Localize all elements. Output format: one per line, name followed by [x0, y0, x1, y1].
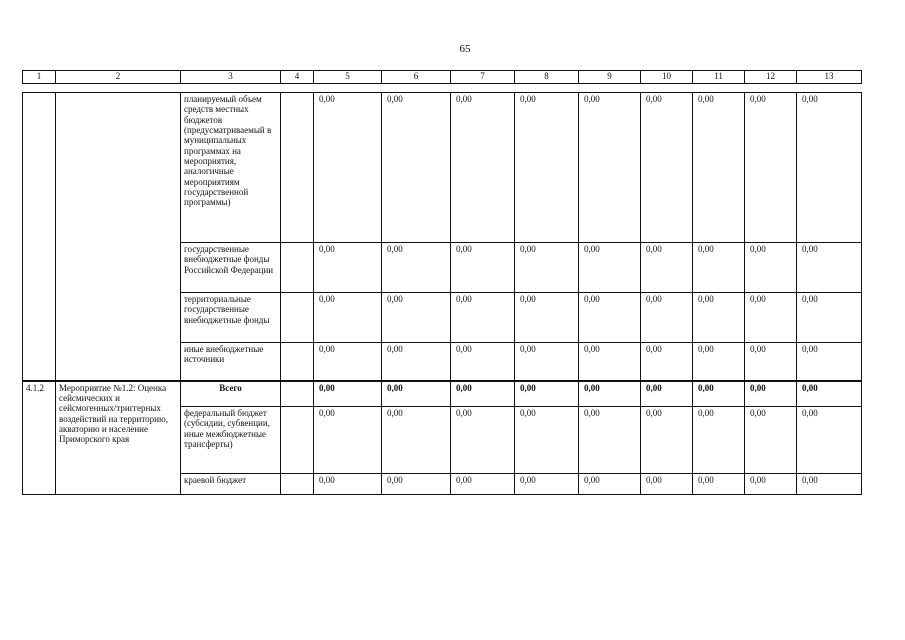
column-4-cell: [281, 407, 314, 474]
value-cell: 0,00: [382, 407, 451, 474]
value-cell: 0,00: [382, 293, 451, 343]
column-4-cell: [281, 343, 314, 381]
value-cell: 0,00: [693, 93, 745, 243]
value-cell: 0,00: [641, 474, 693, 495]
funding-source-cell: государственные внебюджетные фонды Российской Федерации: [181, 243, 281, 293]
value-cell: 0,00: [745, 381, 797, 407]
value-cell: 0,00: [797, 93, 862, 243]
value-cell: 0,00: [745, 293, 797, 343]
value-cell: 0,00: [641, 381, 693, 407]
column-header-5: 5: [314, 71, 382, 84]
value-cell: 0,00: [745, 407, 797, 474]
value-cell: 0,00: [693, 243, 745, 293]
column-4-cell: [281, 243, 314, 293]
value-cell: 0,00: [451, 407, 515, 474]
budget-table: [22, 92, 862, 495]
value-cell: 0,00: [314, 243, 382, 293]
value-cell: 0,00: [451, 343, 515, 381]
value-cell: 0,00: [579, 293, 641, 343]
row-name-cell: Мероприятие №1.2: Оценка сейсмических и сейсмогенных/триггерных воздействий на территорию, акваторию и население Приморского края: [56, 381, 181, 495]
value-cell: 0,00: [515, 243, 579, 293]
value-cell: 0,00: [451, 474, 515, 495]
column-header-7: 7: [451, 71, 515, 84]
row-code-cell: 4.1.2: [23, 381, 56, 495]
funding-source-cell: иные внебюджетные источники: [181, 343, 281, 381]
value-cell: 0,00: [693, 381, 745, 407]
table-row: [23, 93, 862, 243]
column-header-13: 13: [797, 71, 862, 84]
page-number: 65: [459, 43, 471, 55]
header-row: [23, 71, 862, 84]
value-cell: 0,00: [515, 93, 579, 243]
value-cell: 0,00: [693, 474, 745, 495]
value-cell: 0,00: [579, 93, 641, 243]
column-header-11: 11: [693, 71, 745, 84]
value-cell: 0,00: [579, 407, 641, 474]
value-cell: 0,00: [693, 343, 745, 381]
column-header-12: 12: [745, 71, 797, 84]
value-cell: 0,00: [579, 343, 641, 381]
column-4-cell: [281, 474, 314, 495]
value-cell: 0,00: [515, 381, 579, 407]
column-4-cell: [281, 381, 314, 407]
value-cell: 0,00: [314, 381, 382, 407]
funding-source-cell: территориальные государственные внебюджетные фонды: [181, 293, 281, 343]
value-cell: 0,00: [515, 407, 579, 474]
value-cell: 0,00: [641, 293, 693, 343]
value-cell: 0,00: [314, 474, 382, 495]
funding-source-cell: федеральный бюджет (субсидии, субвенции, иные межбюджетные трансферты): [181, 407, 281, 474]
value-cell: 0,00: [314, 343, 382, 381]
column-header-8: 8: [515, 71, 579, 84]
value-cell: 0,00: [641, 407, 693, 474]
value-cell: 0,00: [641, 243, 693, 293]
value-cell: 0,00: [451, 293, 515, 343]
value-cell: 0,00: [451, 93, 515, 243]
column-header-2: 2: [56, 71, 181, 84]
value-cell: 0,00: [579, 474, 641, 495]
table-row: [23, 381, 862, 407]
value-cell: 0,00: [693, 407, 745, 474]
value-cell: 0,00: [693, 293, 745, 343]
value-cell: 0,00: [451, 243, 515, 293]
funding-source-cell: краевой бюджет: [181, 474, 281, 495]
row-name-cell: [56, 93, 181, 381]
row-code-cell: [23, 93, 56, 381]
value-cell: 0,00: [797, 293, 862, 343]
column-number-header: [22, 70, 862, 84]
value-cell: 0,00: [745, 243, 797, 293]
value-cell: 0,00: [314, 407, 382, 474]
value-cell: 0,00: [797, 243, 862, 293]
value-cell: 0,00: [515, 343, 579, 381]
column-header-9: 9: [579, 71, 641, 84]
value-cell: 0,00: [745, 343, 797, 381]
value-cell: 0,00: [382, 381, 451, 407]
column-4-cell: [281, 293, 314, 343]
column-header-10: 10: [641, 71, 693, 84]
value-cell: 0,00: [797, 343, 862, 381]
value-cell: 0,00: [641, 93, 693, 243]
column-header-4: 4: [281, 71, 314, 84]
value-cell: 0,00: [797, 474, 862, 495]
value-cell: 0,00: [515, 293, 579, 343]
value-cell: 0,00: [641, 343, 693, 381]
column-header-3: 3: [181, 71, 281, 84]
value-cell: 0,00: [382, 474, 451, 495]
value-cell: 0,00: [745, 474, 797, 495]
value-cell: 0,00: [382, 243, 451, 293]
value-cell: 0,00: [797, 381, 862, 407]
value-cell: 0,00: [382, 93, 451, 243]
value-cell: 0,00: [579, 381, 641, 407]
column-header-1: 1: [23, 71, 56, 84]
funding-source-cell: планируемый объем средств местных бюджетов (предусматриваемый в муниципальных программах на мероприятия, аналогичные мероприятиям государственной программы): [181, 93, 281, 243]
value-cell: 0,00: [451, 381, 515, 407]
value-cell: 0,00: [515, 474, 579, 495]
value-cell: 0,00: [314, 93, 382, 243]
column-4-cell: [281, 93, 314, 243]
column-header-6: 6: [382, 71, 451, 84]
value-cell: 0,00: [579, 243, 641, 293]
funding-source-cell: Всего: [181, 381, 281, 407]
value-cell: 0,00: [797, 407, 862, 474]
value-cell: 0,00: [314, 293, 382, 343]
value-cell: 0,00: [745, 93, 797, 243]
value-cell: 0,00: [382, 343, 451, 381]
